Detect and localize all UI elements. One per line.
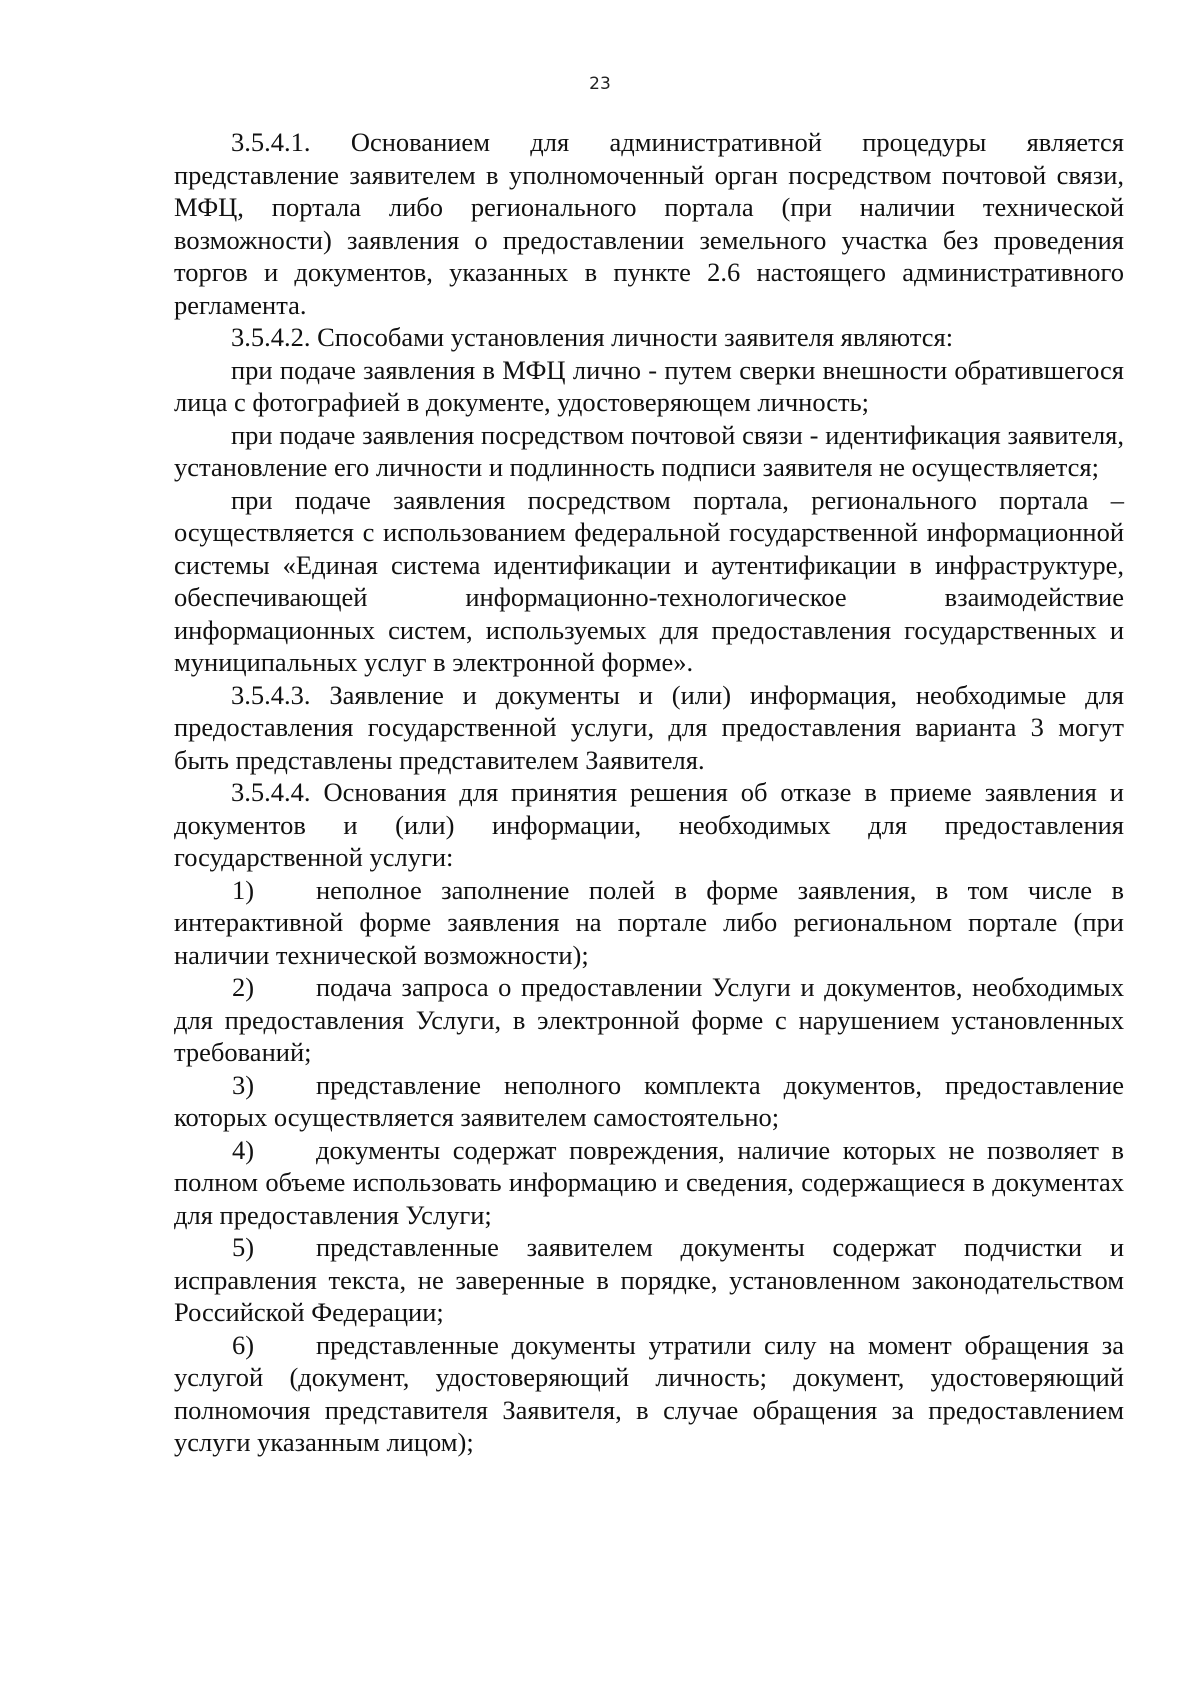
list-item-number: 5)	[232, 1232, 255, 1262]
list-item-number: 2)	[232, 972, 255, 1002]
list-item-number: 6)	[232, 1329, 255, 1360]
list-item	[174, 1231, 1124, 1329]
list-item-text: представленные заявителем документы содержат подчистки и исправления текста, не заверенные в порядке, установленном законодательством Российской Федерации;	[174, 1232, 1124, 1327]
list-item-text: представление неполного комплекта документов, предоставление которых осуществляется заявителем самостоятельно;	[174, 1069, 1124, 1132]
list-item-number: 1)	[232, 874, 255, 905]
paragraph-3-5-4-3: 3.5.4.3. Заявление и документы и (или) информация, необходимые для предоставления государственной услуги, для предоставления варианта 3 могут быть представлены представителем Заявителя.	[174, 679, 1124, 775]
list-item-text: неполное заполнение полей в форме заявления, в том числе в интерактивной форме заявления на портале либо региональном портале (при наличии технической возможности);	[174, 874, 1124, 970]
document-body	[174, 126, 1124, 1459]
list-item	[174, 971, 1124, 1069]
list-item	[174, 1134, 1124, 1232]
page-number: 23	[589, 74, 611, 94]
list-item	[174, 1329, 1124, 1459]
list-item-text: представленные документы утратили силу на момент обращения за услугой (документ, удостоверяющий личность; документ, удостоверяющий полномочия представителя Заявителя, в случае обращения за предоставлением услуги указанным лицом);	[174, 1329, 1124, 1457]
paragraph-identification-mfc: при подаче заявления в МФЦ лично - путем сверки внешности обратившегося лица с фотографией в документе, удостоверяющем личность;	[174, 354, 1124, 417]
paragraph-3-5-4-4: 3.5.4.4. Основания для принятия решения об отказе в приеме заявления и документов и (или) информации, необходимых для предоставления государственной услуги:	[174, 777, 1124, 872]
list-item	[174, 1069, 1124, 1134]
paragraph-identification-post: при подаче заявления посредством почтовой связи - идентификация заявителя, установление его личности и подлинность подписи заявителя не осуществляется;	[174, 419, 1124, 482]
list-item-text: подача запроса о предоставлении Услуги и документов, необходимых для предоставления Услуги, в электронной форме с нарушением установленных требований;	[174, 972, 1124, 1067]
paragraph-identification-portal: при подаче заявления посредством портала, регионального портала – осуществляется с использованием федеральной государственной информационной системы «Единая система идентификации и аутентификации в инфраструктуре, обеспечивающей информационно-технологическое взаимодействие информационных систем, используемых для предоставления государственных и муниципальных услуг в электронной форме».	[174, 484, 1124, 677]
list-item-text: документы содержат повреждения, наличие которых не позволяет в полном объеме использовать информацию и сведения, содержащиеся в документах для предоставления Услуги;	[174, 1134, 1124, 1230]
list-item-number: 3)	[232, 1069, 255, 1100]
paragraph-3-5-4-1: 3.5.4.1. Основанием для административной процедуры является представление заявителем в уполномоченный орган посредством почтовой связи, МФЦ, портала либо регионального портала (при наличии технической возможности) заявления о предоставлении земельного участка без проведения торгов и документов, указанных в пункте 2.6 настоящего административного регламента.	[174, 127, 1124, 320]
paragraph-3-5-4-2: 3.5.4.2. Способами установления личности заявителя являются:	[231, 322, 954, 352]
list-item	[174, 874, 1124, 972]
list-item-number: 4)	[232, 1134, 255, 1165]
